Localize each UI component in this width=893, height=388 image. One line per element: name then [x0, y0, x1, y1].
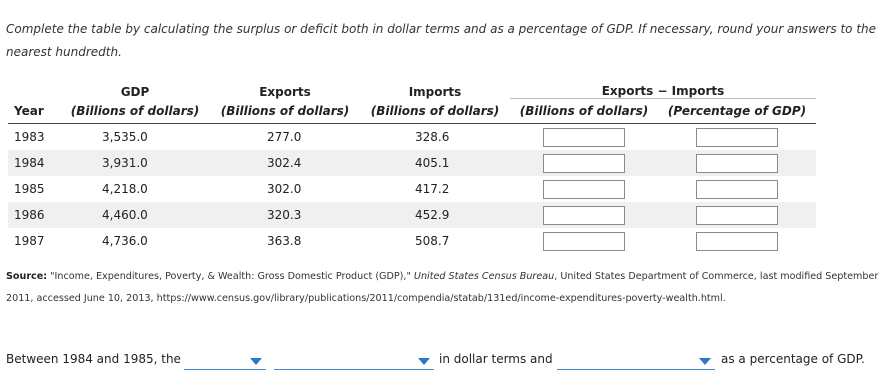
- source-text-before: "Income, Expenditures, Poverty, & Wealth: Gross Domestic Product (GDP),": [47, 271, 414, 282]
- net-dollars-input[interactable]: [543, 232, 625, 251]
- year-cell: 1986: [8, 202, 60, 228]
- exports-cell: 277.0: [267, 130, 302, 144]
- gdp-cell: 4,460.0: [60, 202, 210, 228]
- gdp-header: GDP: [120, 84, 150, 99]
- net-dollars-input[interactable]: [543, 180, 625, 199]
- exports-cell: 302.0: [267, 182, 302, 196]
- dropdown-3[interactable]: [557, 350, 715, 370]
- net-percent-input[interactable]: [696, 232, 778, 251]
- chevron-down-icon: [418, 358, 430, 365]
- year-cell: 1983: [14, 130, 45, 144]
- net-percent-input[interactable]: [696, 128, 778, 147]
- source-note: [6, 266, 890, 310]
- year-cell: 1985: [14, 182, 45, 196]
- chevron-down-icon: [250, 358, 262, 365]
- gdp-cell: 3,535.0: [102, 130, 148, 144]
- net-dollars-subheader: (Billions of dollars): [510, 99, 658, 124]
- net-percent-input[interactable]: [696, 206, 778, 225]
- exports-subheader: (Billions of dollars): [210, 99, 360, 124]
- source-text-after: , United States Department of Commerce, last modified September 2011, accessed June 10, 2013, https://www.census.gov/library/publications/2011/compendia/statab/131ed/income-expenditures-poverty-wealth.html.: [6, 271, 879, 304]
- imports-cell: 328.6: [415, 130, 450, 144]
- exports-header: Exports: [259, 84, 311, 99]
- net-percent-input[interactable]: [696, 154, 778, 173]
- net-dollars-input[interactable]: [543, 206, 625, 225]
- sentence-part-2: in dollar terms and: [439, 352, 553, 366]
- data-table: [8, 78, 816, 254]
- net-percent-subheader: (Percentage of GDP): [658, 99, 816, 124]
- sentence-part-3: as a percentage of GDP.: [721, 352, 865, 366]
- imports-cell: 452.9: [360, 202, 510, 228]
- imports-cell: 508.7: [415, 234, 450, 248]
- net-dollars-input[interactable]: [543, 154, 625, 173]
- imports-cell: 417.2: [415, 182, 450, 196]
- year-header: Year: [8, 99, 60, 124]
- sentence-part-1: Between 1984 and 1985, the: [6, 352, 181, 366]
- exports-cell: 302.4: [210, 150, 360, 176]
- dropdown-1[interactable]: [184, 350, 266, 370]
- table-row: [8, 228, 816, 254]
- exports-cell: 320.3: [210, 202, 360, 228]
- imports-subheader: (Billions of dollars): [360, 99, 510, 124]
- dropdown-2[interactable]: [274, 350, 434, 370]
- source-label: Source:: [6, 271, 48, 282]
- table-row: [8, 150, 816, 176]
- exports-cell: 363.8: [267, 234, 302, 248]
- exports-minus-imports-header: Exports − Imports: [510, 78, 816, 99]
- table-row: [8, 202, 816, 228]
- chevron-down-icon: [699, 358, 711, 365]
- table-row: [8, 176, 816, 202]
- answer-sentence: [6, 348, 890, 372]
- table-row: [8, 124, 816, 151]
- year-cell: 1984: [8, 150, 60, 176]
- net-dollars-input[interactable]: [543, 128, 625, 147]
- year-cell: 1987: [14, 234, 45, 248]
- imports-header: Imports: [408, 84, 462, 99]
- imports-cell: 405.1: [360, 150, 510, 176]
- gdp-subheader: (Billions of dollars): [60, 99, 210, 124]
- gdp-cell: 4,218.0: [102, 182, 148, 196]
- source-publication: United States Census Bureau: [413, 271, 555, 282]
- net-percent-input[interactable]: [696, 180, 778, 199]
- gdp-cell: 4,736.0: [102, 234, 148, 248]
- gdp-cell: 3,931.0: [60, 150, 210, 176]
- instructions: Complete the table by calculating the surplus or deficit both in dollar terms and as a percentage of GDP. If necessary, round your answers to the nearest hundredth.: [6, 22, 877, 59]
